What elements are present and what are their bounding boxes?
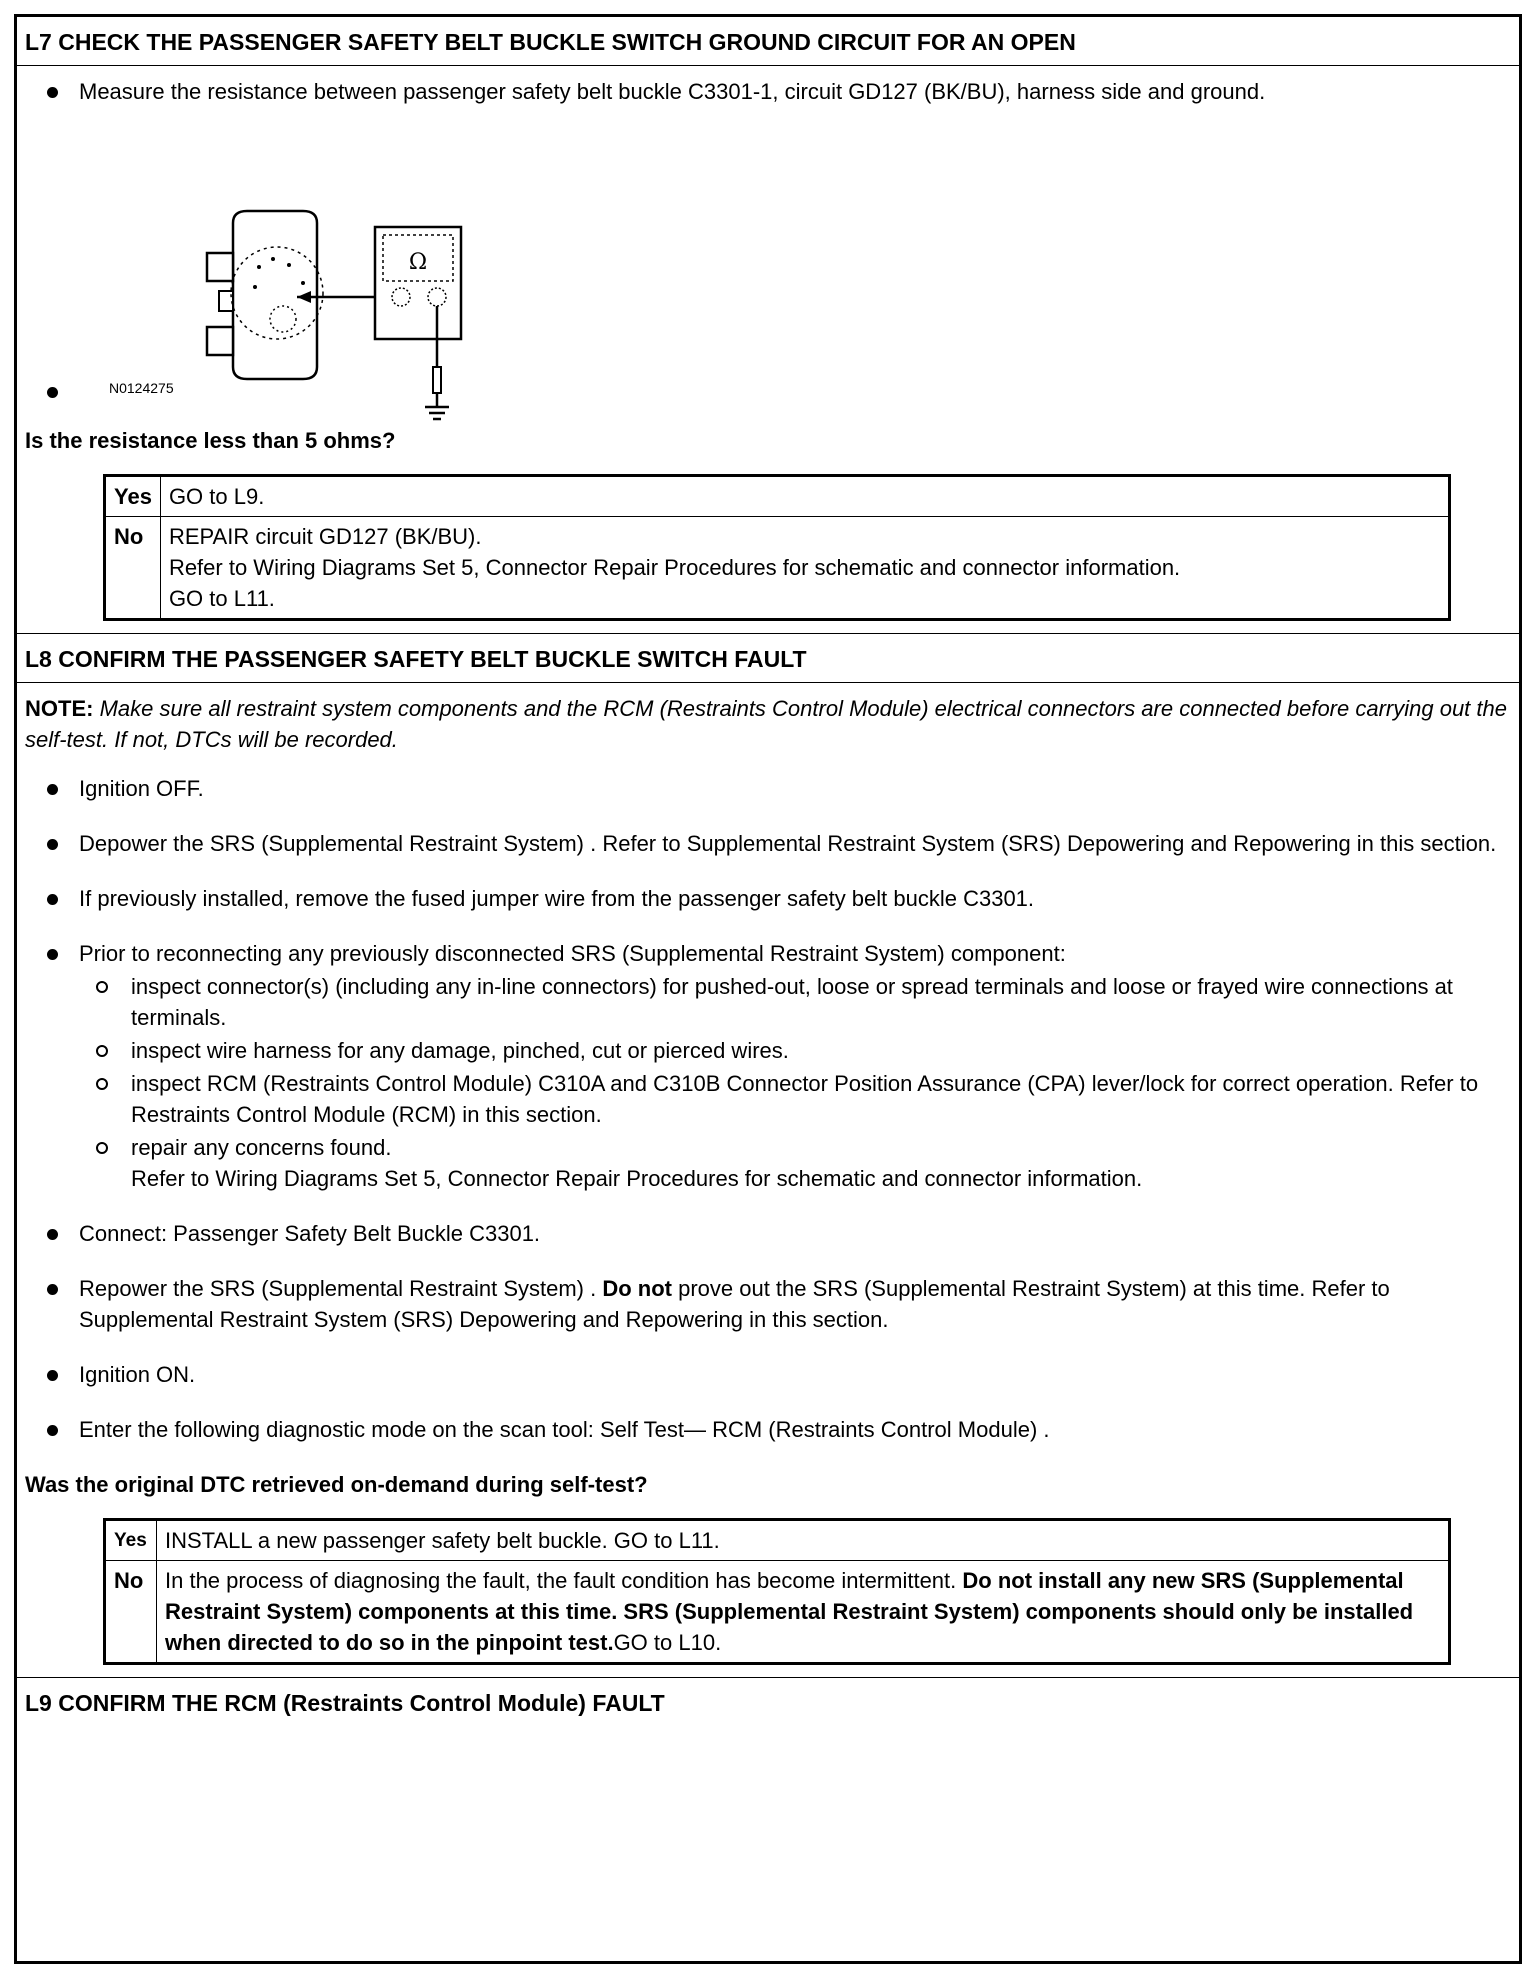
step-l7-bullet: Measure the resistance between passenger safety belt buckle C3301-1, circuit GD127 (BK/BU), harness side and ground. [25, 76, 1511, 107]
connector-measurement-figure [109, 115, 1511, 396]
repower-text: prove out the SRS (Supplemental Restraint System) at this time. Refer to Supplemental Restraint System (SRS) Depowering and Repowering in this section. [79, 1276, 1390, 1332]
step-l8-body [17, 683, 1519, 1677]
ohmmeter [375, 227, 461, 339]
answer-yes-key: Yes [105, 476, 161, 517]
meter-jack-negative [428, 288, 446, 306]
answer-row-no [105, 1561, 1450, 1664]
repower-warning: Do not [602, 1276, 672, 1301]
inspect-sublist [79, 971, 1511, 1194]
figure-id: N0124275 [109, 380, 174, 396]
ground-probe [433, 367, 441, 393]
note-label: NOTE: [25, 696, 94, 721]
inspect-subitem: inspect connector(s) (including any in-line connectors) for pushed-out, loose or spread terminals and loose or frayed wire connections at terminals. [79, 971, 1511, 1033]
procedure-page [14, 14, 1522, 1964]
step-l7-title: L7 CHECK THE PASSENGER SAFETY BELT BUCKLE SWITCH GROUND CIRCUIT FOR AN OPEN [17, 17, 1519, 66]
ohmmeter-diagram [185, 207, 525, 447]
step-l7-answer-table [103, 474, 1451, 621]
answer-row-no [105, 517, 1450, 620]
step-l8-bullet: Ignition OFF. [25, 773, 1511, 804]
connector-tab [219, 291, 233, 311]
step-l8-title: L8 CONFIRM THE PASSENGER SAFETY BELT BUCKLE SWITCH FAULT [17, 633, 1519, 683]
answer-no-line: Refer to Wiring Diagrams Set 5, Connector Repair Procedures for schematic and connector information. [168, 555, 1181, 580]
step-l8-answer-table [103, 1518, 1451, 1665]
figure-bullet [47, 387, 58, 398]
step-l8-bullet: Ignition ON. [25, 1359, 1511, 1390]
step-l8-bullet: Enter the following diagnostic mode on the scan tool: Self Test— RCM (Restraints Control Module) . [25, 1414, 1511, 1445]
answer-no-text [160, 517, 1449, 620]
step-l8-question: Was the original DTC retrieved on-demand during self-test? [25, 1472, 648, 1497]
connector-latch-lower [207, 327, 233, 355]
answer-row-yes [105, 1520, 1450, 1561]
answer-yes-key: Yes [105, 1520, 157, 1561]
step-l8-bullet-repower [25, 1273, 1511, 1335]
answer-row-yes [105, 476, 1450, 517]
answer-yes-text: GO to L9. [160, 476, 1449, 517]
step-l8-bullet-inspect [25, 938, 1511, 1194]
meter-jack-positive [392, 288, 410, 306]
step-l7-body [17, 66, 1519, 633]
inspect-subitem-line: Refer to Wiring Diagrams Set 5, Connector Repair Procedures for schematic and connector information. [131, 1166, 1143, 1191]
connector-latch-upper [207, 253, 233, 281]
inspect-subitem: inspect RCM (Restraints Control Module) C310A and C310B Connector Position Assurance (CPA) lever/lock for correct operation. Refer to Restraints Control Module (RCM) in this section. [79, 1068, 1511, 1130]
step-l8-bullet: If previously installed, remove the fused jumper wire from the passenger safety belt buckle C3301. [25, 883, 1511, 914]
answer-no-key: No [105, 517, 161, 620]
step-l9-title: L9 CONFIRM THE RCM (Restraints Control Module) FAULT [17, 1677, 1519, 1726]
step-l8-note [25, 693, 1511, 755]
answer-no-line: REPAIR circuit GD127 (BK/BU). [168, 524, 482, 549]
ohm-symbol: Ω [408, 250, 428, 275]
inspect-intro: Prior to reconnecting any previously disconnected SRS (Supplemental Restraint System) component: [79, 941, 1066, 966]
answer-no-line: GO to L11. [168, 586, 275, 611]
answer-yes-text: INSTALL a new passenger safety belt buckle. GO to L11. [157, 1520, 1450, 1561]
inspect-subitem [79, 1132, 1511, 1194]
repower-text: Repower the SRS (Supplemental Restraint System) . [79, 1276, 603, 1301]
note-text: Make sure all restraint system components and the RCM (Restraints Control Module) electrical connectors are connected before carrying out the self-test. If not, DTCs will be recorded. [25, 696, 1507, 752]
inspect-subitem-line: repair any concerns found. [131, 1135, 392, 1160]
step-l8-bullet: Depower the SRS (Supplemental Restraint System) . Refer to Supplemental Restraint System (SRS) Depowering and Repowering in this section. [25, 828, 1511, 859]
step-l7-question: Is the resistance less than 5 ohms? [25, 428, 396, 453]
answer-no-key: No [105, 1561, 157, 1664]
step-l8-bullet: Connect: Passenger Safety Belt Buckle C3301. [25, 1218, 1511, 1249]
answer-no-text: In the process of diagnosing the fault, the fault condition has become intermittent. Do not install any new SRS (Supplemental Restraint System) components at this time. SRS (Supplemental Restraint System) components should only be installed when directed to do so in the pinpoint test.GO to L10. [157, 1561, 1450, 1664]
no-warning: Do not install any new SRS (Supplemental Restraint System) components at this time. SRS (Supplemental Restraint System) components should only be installed when directed to do so in the pinpoint test. [165, 1568, 1414, 1655]
inspect-subitem: inspect wire harness for any damage, pinched, cut or pierced wires. [79, 1035, 1511, 1066]
